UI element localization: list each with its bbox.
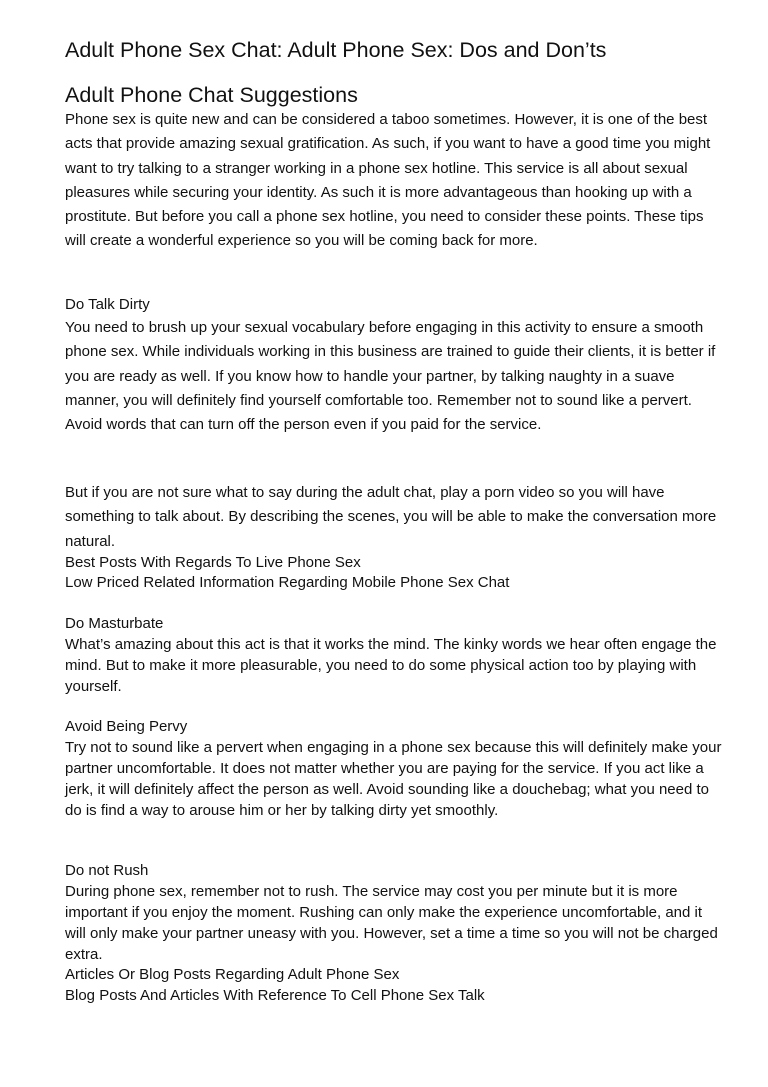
- page-subtitle: Adult Phone Chat Suggestions: [65, 83, 358, 107]
- section-body-talk-dirty-continued: But if you are not sure what to say during the adult chat, play a porn video so you will have something to talk about. By describing the scenes, you will be able to make the conversation more natural.: [65, 484, 717, 550]
- related-link[interactable]: Blog Posts And Articles With Reference To Cell Phone Sex Talk: [65, 987, 485, 1004]
- section-body-masturbate: What’s amazing about this act is that it works the mind. The kinky words we hear often engage the mind. But to make it more pleasurable, you need to do some physical action too by playing with yourself.: [65, 636, 717, 696]
- related-link[interactable]: Articles Or Blog Posts Regarding Adult Phone Sex: [65, 966, 400, 983]
- page-title: Adult Phone Sex Chat: Adult Phone Sex: Dos and Don’ts: [65, 38, 607, 62]
- section-body-talk-dirty: You need to brush up your sexual vocabulary before engaging in this activity to ensure a smooth phone sex. While individuals working in this business are trained to guide their clients, it is better if you are ready as well. If you know how to handle your partner, by talking naughty in a suave manner, you will definitely find yourself comfortable too. Remember not to sound like a pervert. Avoid words that can turn off the person even if you paid for the service.: [65, 319, 716, 434]
- section-heading-rush: Do not Rush: [65, 862, 149, 879]
- section-heading-talk-dirty: Do Talk Dirty: [65, 296, 150, 313]
- related-link[interactable]: Best Posts With Regards To Live Phone Sex: [65, 554, 361, 571]
- section-heading-pervy: Avoid Being Pervy: [65, 718, 188, 735]
- section-body-rush: During phone sex, remember not to rush. The service may cost you per minute but it is more important if you enjoy the moment. Rushing can only make the experience uncomfortable, and it will only make your partner uneasy with you. However, set a time a time so you will not be charged extra.: [65, 883, 718, 964]
- section-body-pervy: Try not to sound like a pervert when engaging in a phone sex because this will definitely make your partner uncomfortable. It does not matter whether you are paying for the service. If you act like a jerk, it will definitely affect the person as well. Avoid sounding like a douchebag; what you need to do is find a way to arouse him or her by talking dirty yet smoothly.: [65, 739, 722, 820]
- section-heading-masturbate: Do Masturbate: [65, 615, 164, 632]
- intro-paragraph: Phone sex is quite new and can be considered a taboo sometimes. However, it is one of the best acts that provide amazing sexual gratification. As such, if you want to have a good time you might want to try talking to a stranger working in a phone sex hotline. This service is all about sexual pleasures while securing your identity. As such it is more advantageous than hooking up with a prostitute. But before you call a phone sex hotline, you need to consider these points. These tips will create a wonderful experience so you will be coming back for more.: [65, 111, 711, 250]
- related-link[interactable]: Low Priced Related Information Regarding Mobile Phone Sex Chat: [65, 574, 510, 591]
